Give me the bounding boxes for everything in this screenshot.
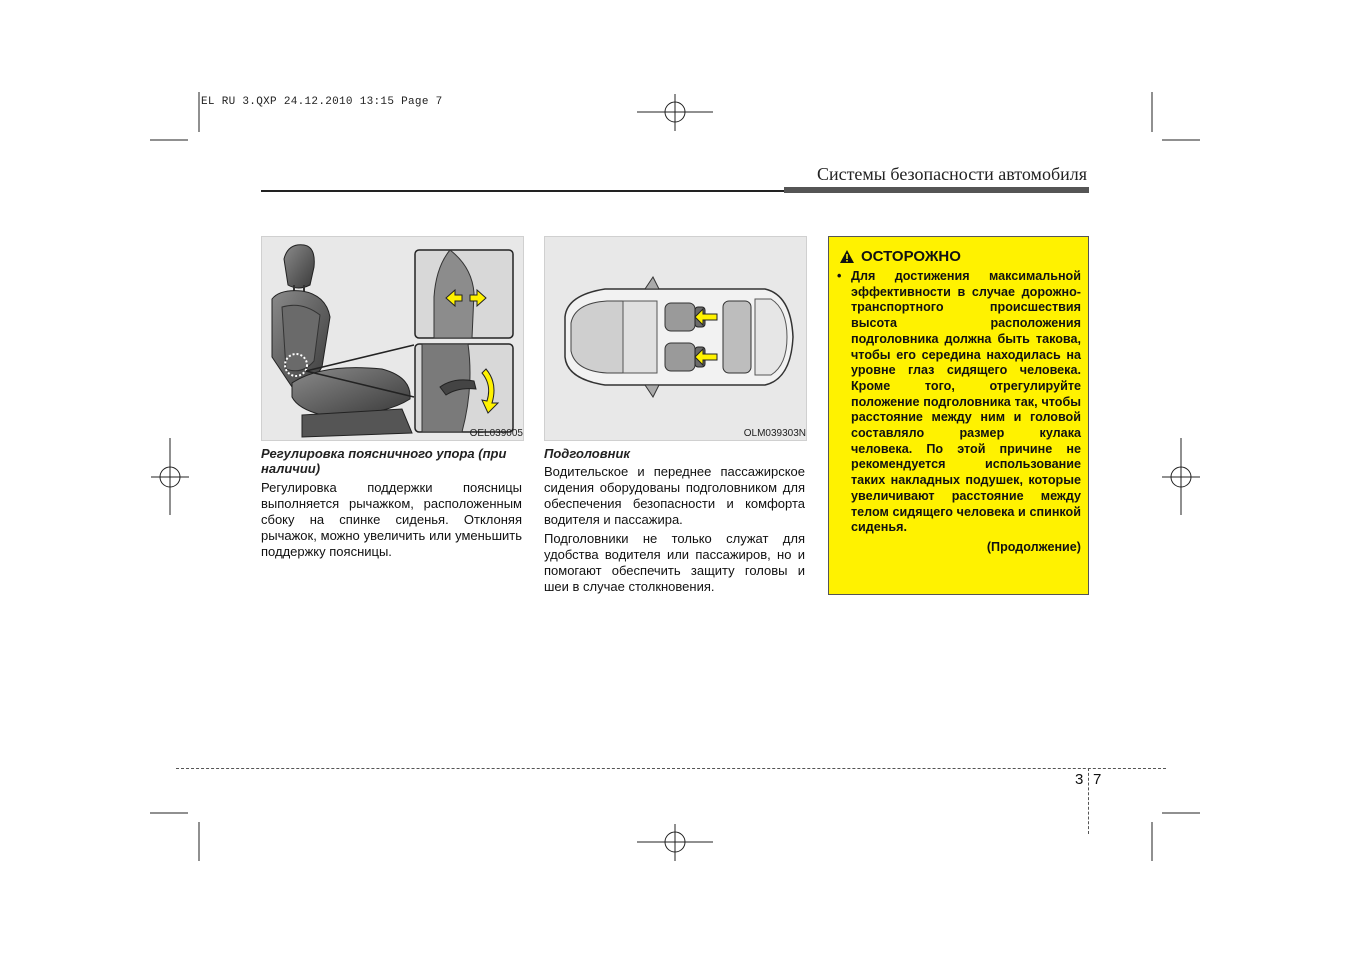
header-rule-accent <box>784 187 1089 193</box>
warning-triangle-icon <box>839 249 855 264</box>
warning-title-text: ОСТОРОЖНО <box>861 248 961 265</box>
car-top-view-illustration <box>545 237 806 440</box>
footer-rule <box>176 768 1166 769</box>
warning-text: Для достижения максимальной эффективности в случае дорожно-транспортного происшествия высота расположения подголовника должна быть такова, чтобы его середина находилась на уровне глаз сидящего человека. Кроме того, отрегулируйте положение подголовника так, чтобы расстояние между ним и головой составляло размер кулака человека. По этой причине не рекомендуется использование таких накладных подушек, которые увеличивают расстояние между телом сидящего человека и спинкой сиденья. <box>851 269 1081 535</box>
paragraph: Подголовники не только служат для удобства водителя или пассажиров, но и помогают обеспечить защиту головы и шеи в случае столкновения. <box>544 531 805 594</box>
seat-illustration <box>262 237 523 440</box>
lumbar-support-figure <box>261 236 524 441</box>
page-number: 7 <box>1093 771 1102 788</box>
page-number-separator <box>1088 768 1089 834</box>
figure-code: OLM039303N <box>743 428 806 439</box>
warning-body <box>837 269 1081 556</box>
figure-caption: Регулировка поясничного упора (при наличии) <box>261 446 507 476</box>
warning-box <box>828 236 1089 595</box>
warning-continued: (Продолжение) <box>986 539 1081 554</box>
body-text-left <box>261 480 522 563</box>
warning-item <box>837 269 1081 536</box>
headrest-figure <box>544 236 807 441</box>
figure-code: OEL039005 <box>469 428 523 439</box>
section-title: Системы безопасности автомобиля <box>816 164 1087 184</box>
body-text-middle <box>544 464 805 598</box>
paragraph: Водительское и переднее пассажирское сидения оборудованы подголовником для обеспечения безопасности и комфорта водителя и пассажира. <box>544 464 805 527</box>
paragraph: Регулировка поддержки поясницы выполняется рычажком, расположенным сбоку на спинке сиденья. Отклоняя рычажок, можно увеличить или уменьшить поддержку поясницы. <box>261 480 522 559</box>
bullet: • <box>837 269 842 283</box>
warning-title <box>839 248 961 265</box>
page-chapter: 3 <box>1075 771 1084 788</box>
figure-caption: Подголовник <box>544 446 630 461</box>
print-slug: EL RU 3.QXP 24.12.2010 13:15 Page 7 <box>201 96 443 108</box>
